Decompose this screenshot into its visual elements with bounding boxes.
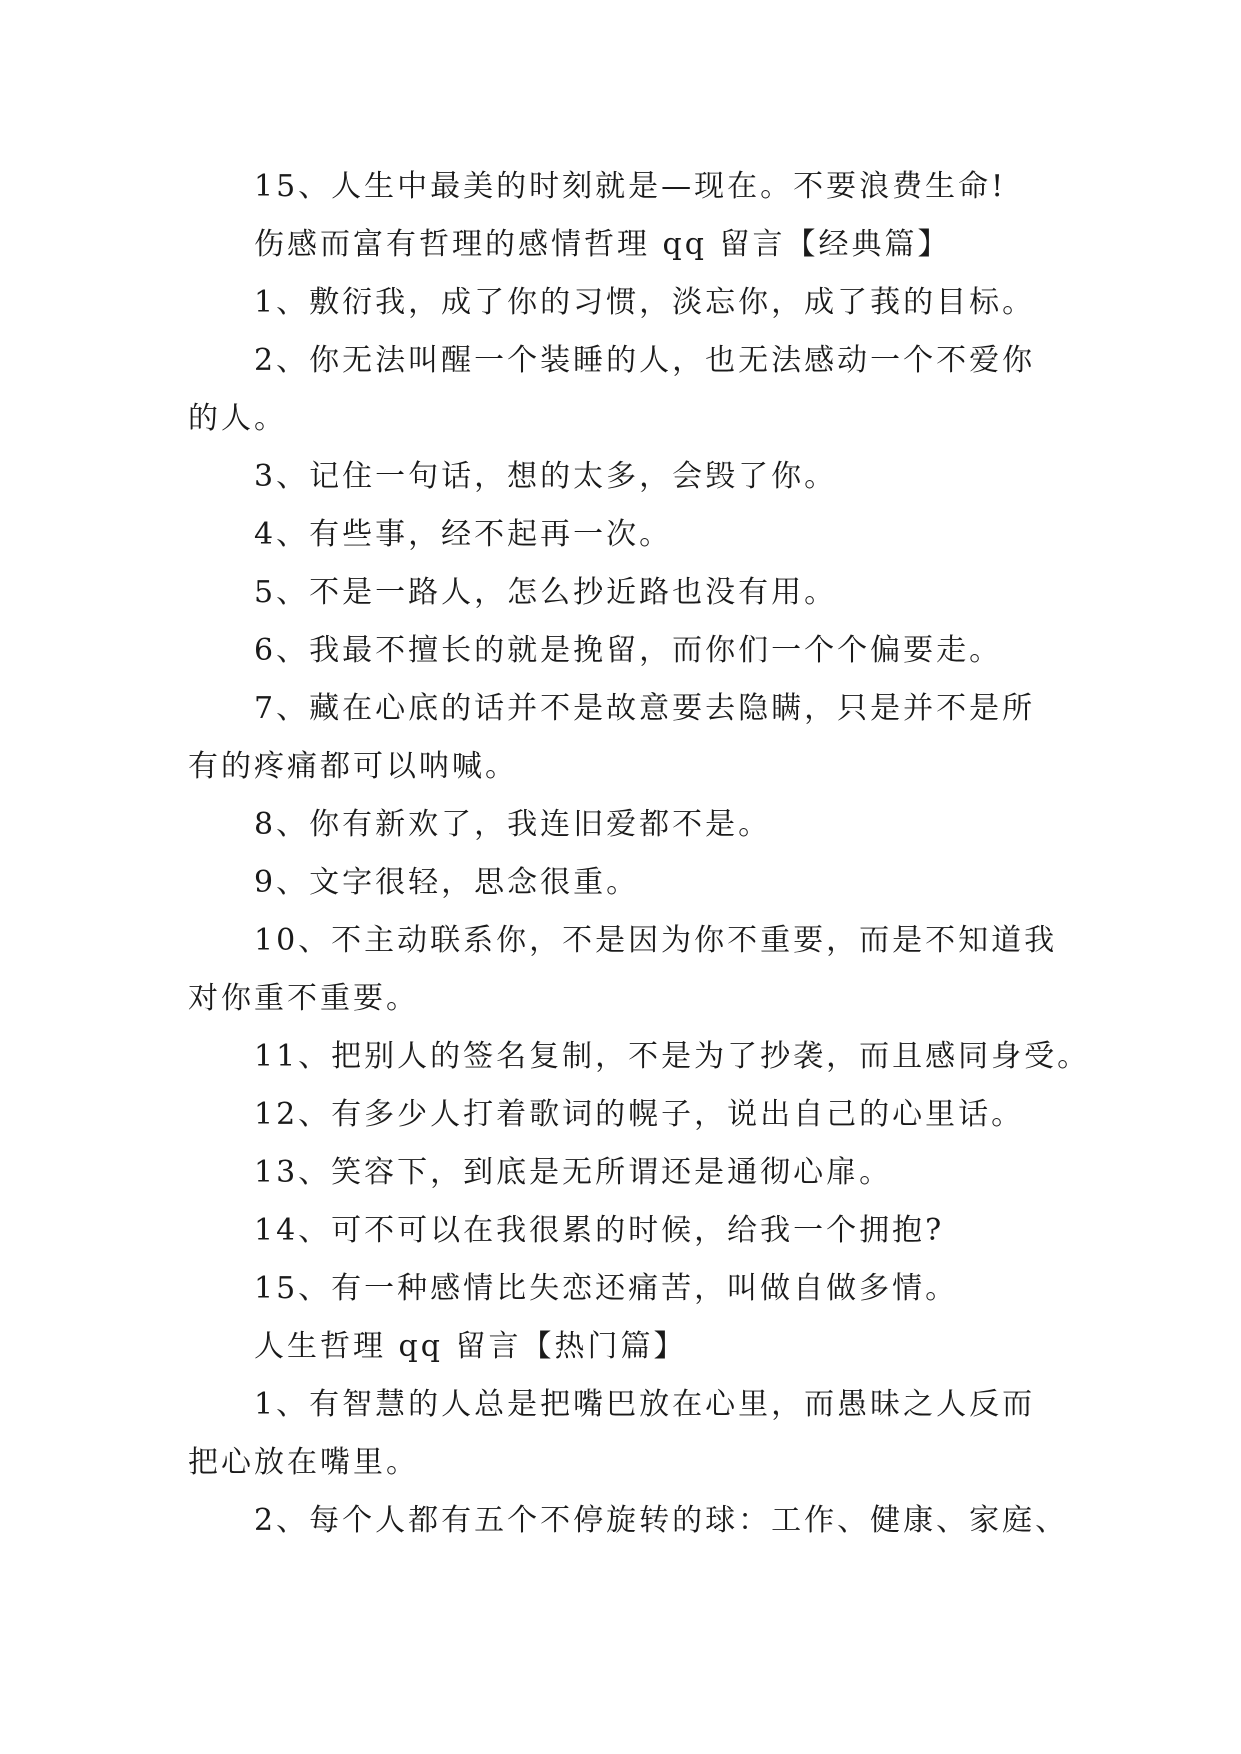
text-line: 12、有多少人打着歌词的幌子，说出自己的心里话。 bbox=[254, 1097, 1025, 1132]
text-line: 7、藏在心底的话并不是故意要去隐瞒，只是并不是所 bbox=[254, 691, 1036, 726]
text-line: 4、有些事，经不起再一次。 bbox=[254, 517, 673, 552]
text-line-continuation: 把心放在嘴里。 bbox=[188, 1445, 419, 1480]
text-line: 11、把别人的签名复制，不是为了抄袭，而且感同身受。 bbox=[254, 1039, 1091, 1074]
text-line-continuation: 的人。 bbox=[188, 401, 287, 436]
text-line: 6、我最不擅长的就是挽留，而你们一个个偏要走。 bbox=[254, 633, 1003, 668]
text-line: 3、记住一句话，想的太多，会毁了你。 bbox=[254, 459, 838, 494]
text-line: 13、笑容下，到底是无所谓还是通彻心扉。 bbox=[254, 1155, 893, 1190]
document-body bbox=[188, 158, 1091, 1550]
text-line: 2、每个人都有五个不停旋转的球：工作、健康、家庭、 bbox=[254, 1503, 1069, 1538]
text-line: 5、不是一路人，怎么抄近路也没有用。 bbox=[254, 575, 838, 610]
text-line: 15、人生中最美的时刻就是—现在。不要浪费生命! bbox=[254, 169, 1007, 204]
text-line: 1、有智慧的人总是把嘴巴放在心里，而愚昧之人反而 bbox=[254, 1387, 1036, 1422]
text-line: 1、敷衍我，成了你的习惯，淡忘你，成了莪的目标。 bbox=[254, 285, 1036, 320]
text-line: 8、你有新欢了，我连旧爱都不是。 bbox=[254, 807, 772, 842]
text-line: 10、不主动联系你，不是因为你不重要，而是不知道我 bbox=[254, 923, 1058, 958]
section-heading: 人生哲理 qq 留言【热门篇】 bbox=[254, 1329, 687, 1364]
text-line: 15、有一种感情比失恋还痛苦，叫做自做多情。 bbox=[254, 1271, 959, 1306]
text-line: 2、你无法叫醒一个装睡的人，也无法感动一个不爱你 bbox=[254, 343, 1036, 378]
text-line: 14、可不可以在我很累的时候，给我一个拥抱? bbox=[254, 1213, 945, 1248]
text-line-continuation: 对你重不重要。 bbox=[188, 981, 419, 1016]
section-heading: 伤感而富有哲理的感情哲理 qq 留言【经典篇】 bbox=[254, 227, 951, 262]
text-line: 9、文字很轻，思念很重。 bbox=[254, 865, 640, 900]
text-line-continuation: 有的疼痛都可以呐喊。 bbox=[188, 749, 518, 784]
